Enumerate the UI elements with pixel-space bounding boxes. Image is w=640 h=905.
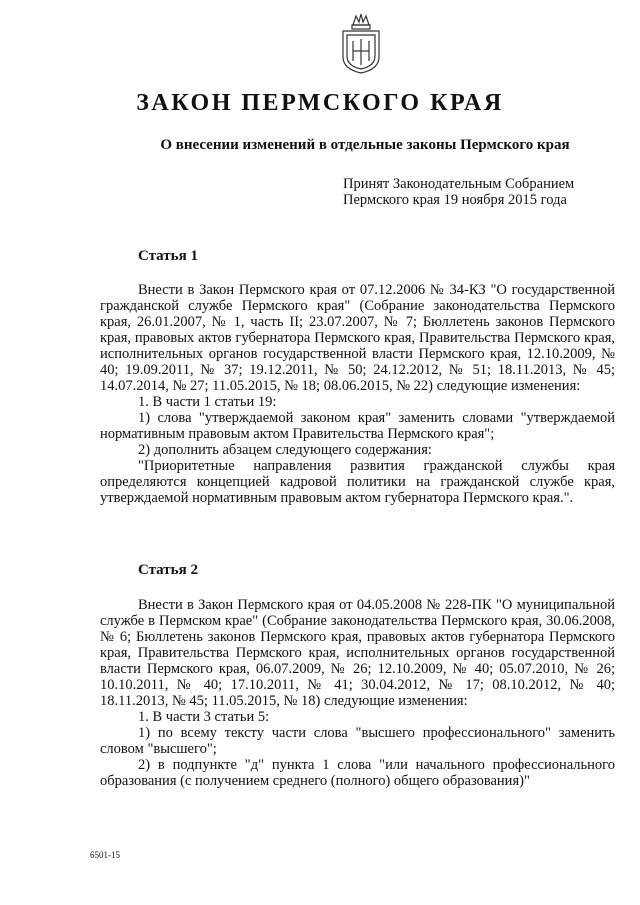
coat-of-arms-emblem — [339, 11, 383, 75]
article-2-item: 2) в подпункте "д" пункта 1 слова "или начального профессионального образования (с получением среднего (полного) общего образования)" — [100, 757, 615, 789]
article-2-item: 1) по всему тексту части слова "высшего профессионального" заменить словом "высшего"; — [100, 725, 615, 757]
article-1-item: 2) дополнить абзацем следующего содержания: — [138, 442, 432, 458]
adoption-line-2: Пермского края 19 ноября 2015 года — [343, 192, 567, 208]
article-1-item: 1. В части 1 статьи 19: — [138, 394, 277, 410]
article-1-body — [100, 282, 615, 506]
adoption-note — [343, 176, 623, 208]
article-2-intro: Внести в Закон Пермского края от 04.05.2008 № 228-ПК "О муниципальной службе в Пермском крае" (Собрание законодательства Пермского края, 30.06.2008, № 6; Бюллетень законов Пермского края, правовых актов губернатора Пермского края, Правительства Пермского края, исполнительных органов государственной власти Пермского края, 06.07.2009, № 26; 12.10.2009, № 40; 05.07.2010, № 26; 10.10.2011, № 40; 17.10.2011, № 41; 30.04.2012, № 17; 08.10.2012, № 40; 18.11.2013, № 45; 11.05.2015, № 18) следующие изменения: — [100, 597, 615, 709]
article-1-intro: Внести в Закон Пермского края от 07.12.2006 № 34-КЗ "О государственной гражданской службе Пермского края" (Собрание законодательства Пермского края, 26.01.2007, № 1, часть II; 23.07.2007, № 7; Бюллетень законов Пермского края, правовых актов губернатора Пермского края, Правительства Пермского края, исполнительных органов государственной власти Пермского края, 12.10.2009, № 40; 19.09.2011, № 37; 19.12.2011, № 50; 24.12.2012, № 51; 18.11.2013, № 45; 14.07.2014, № 27; 11.05.2015, № 18; 08.06.2015, № 22) следующие изменения: — [100, 282, 615, 394]
article-1-item: 1) слова "утверждаемой законом края" заменить словами "утверждаемой нормативным правовым актом Правительства Пермского края"; — [100, 410, 615, 442]
law-title: ЗАКОН ПЕРМСКОГО КРАЯ — [136, 90, 504, 116]
article-2-heading: Статья 2 — [138, 562, 198, 578]
adoption-line-1: Принят Законодательным Собранием — [343, 176, 575, 192]
article-2-body — [100, 597, 615, 789]
law-subtitle: О внесении изменений в отдельные законы Пермского края — [160, 137, 570, 153]
article-1-item: "Приоритетные направления развития гражданской службы края определяются концепцией кадровой политики на гражданской службе края, утверждаемой нормативным правовым актом губернатора Пермского края.". — [100, 458, 615, 506]
document-code: 6501-15 — [90, 850, 120, 860]
article-2-item: 1. В части 3 статьи 5: — [138, 709, 270, 725]
article-1-heading: Статья 1 — [138, 248, 198, 264]
